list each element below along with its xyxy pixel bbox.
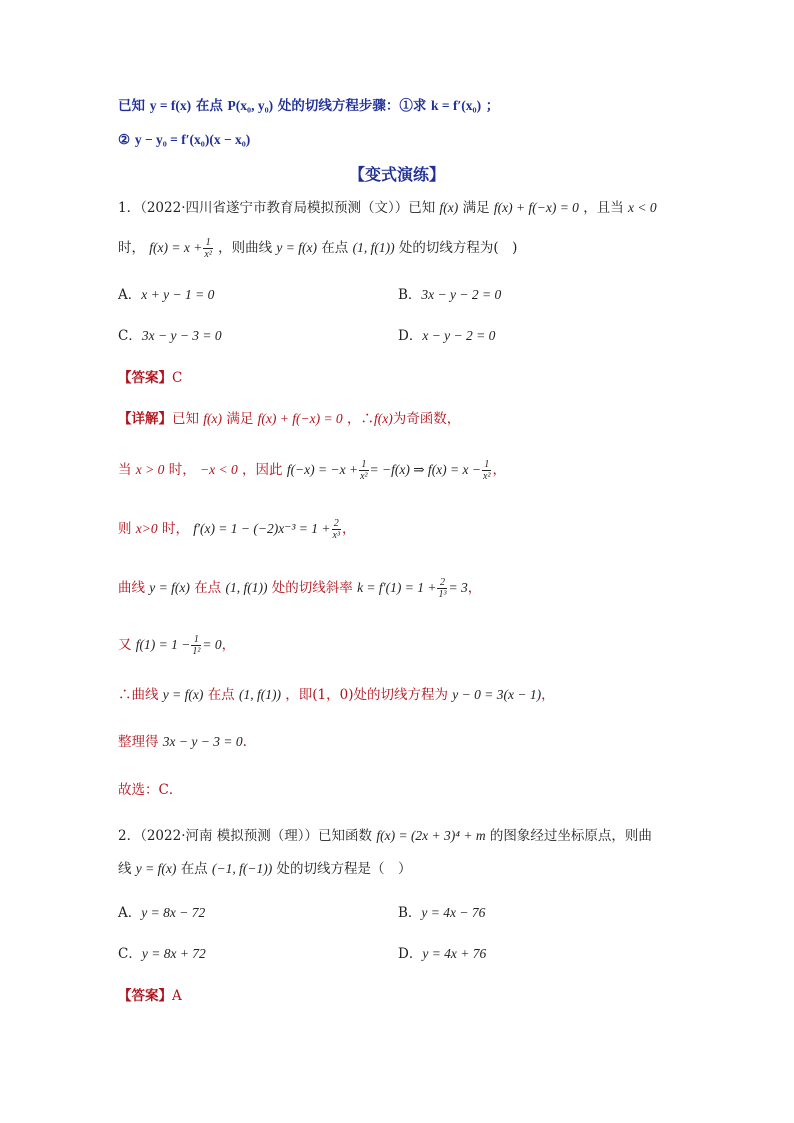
option-value: y = 8x − 72	[141, 905, 206, 920]
q2-point: (−1, f(−1))	[211, 861, 273, 876]
tip-mid2: 处的切线方程步骤：①求	[277, 98, 427, 114]
q1-detail-7	[118, 733, 247, 751]
option-label: A．	[118, 905, 142, 921]
detail-5-end: ，	[221, 637, 236, 653]
q2-option-b	[398, 904, 485, 922]
q1-option-c	[118, 327, 222, 345]
q1-line2-c: 在点	[321, 240, 349, 256]
detail-1-c: ，∴	[346, 411, 374, 427]
frac-den: x³	[332, 530, 340, 541]
q1-line2-b: ，则曲线	[218, 240, 273, 256]
option-label: C．	[118, 328, 142, 344]
detail-1-fx2: f(x)	[373, 411, 393, 426]
q2-number: 2．	[118, 828, 141, 844]
option-value: y = 8x + 72	[141, 946, 206, 961]
q2-line2-b: 在点	[180, 861, 208, 877]
option-value: 3x − y − 2 = 0	[421, 287, 502, 302]
detail-2-end: ，	[492, 462, 506, 478]
option-value: 3x − y − 3 = 0	[141, 328, 222, 343]
answer-value: C	[172, 370, 183, 386]
detail-1-d: 为奇函数，	[392, 411, 461, 427]
q2-option-c	[118, 945, 206, 963]
q1-fx: f(x)	[439, 200, 459, 215]
q1-source: （2022·四川省遂宁市教育局模拟预测（文））	[140, 200, 409, 216]
detail-5-a: 又	[118, 637, 132, 653]
option-label: B．	[398, 287, 422, 303]
q2-line-1	[118, 827, 652, 845]
answer-label: 【答案】	[118, 370, 172, 386]
detail-1-b: 满足	[226, 411, 254, 427]
tip-mid1: 在点	[195, 98, 223, 114]
detail-2-nx: −x < 0	[200, 462, 238, 477]
q1-option-a	[118, 286, 214, 304]
frac-num: 1	[482, 459, 491, 471]
q1-fx-def: f(x) = x +	[149, 240, 203, 255]
q1-text-c: ，且当	[583, 200, 624, 216]
q1-detail-3	[118, 518, 355, 541]
detail-4-curve: y = f(x)	[149, 580, 190, 595]
detail-4-frac	[437, 577, 447, 600]
frac-den: 1²	[192, 646, 201, 657]
detail-5-frac	[191, 634, 201, 657]
option-label: C．	[118, 946, 142, 962]
q1-text-a: 已知	[408, 200, 436, 216]
tip-eq-curve: y = f(x)	[149, 98, 192, 113]
q2-text-b: 的图象经过坐标原点，则曲	[489, 828, 652, 844]
detail-4-b: 在点	[194, 580, 222, 596]
option-value: x + y − 1 = 0	[141, 287, 215, 302]
detail-2-expr2: = −f(x) ⇒ f(x) = x −	[369, 462, 482, 477]
answer-value: A	[172, 988, 182, 1004]
frac-num: 1	[191, 634, 201, 646]
detail-2-frac1	[359, 459, 368, 482]
detail-6-a: ∴曲线	[118, 687, 159, 703]
tip-eq-slope: k = f′(x₀)	[431, 98, 482, 113]
frac-den: 1³	[438, 589, 447, 600]
detail-3-expr: f′(x) = 1 − (−2)x⁻³ = 1 +	[193, 521, 331, 536]
detail-2-a: 当	[118, 462, 132, 478]
detail-5-expr: f(1) = 1 −	[135, 637, 191, 652]
frac-num: 1	[359, 459, 368, 471]
detail-6-curve: y = f(x)	[162, 687, 204, 702]
tip-line-2	[118, 131, 250, 149]
detail-2-c: ，因此	[242, 462, 283, 478]
q1-number: 1．	[118, 200, 141, 216]
q1-detail-2	[118, 459, 506, 482]
detail-4-point: (1, f(1))	[225, 580, 268, 595]
frac-den: x²	[483, 471, 491, 482]
detail-4-a: 曲线	[118, 580, 145, 596]
q1-detail-8: 故选：C．	[118, 782, 183, 798]
q2-text-a: 已知函数	[318, 828, 373, 844]
detail-2-b: 时，	[168, 462, 196, 478]
detail-7-expr: 3x − y − 3 = 0	[162, 734, 243, 749]
detail-6-expr: y − 0 = 3(x − 1)	[452, 687, 542, 702]
option-value: y = 4x − 76	[421, 905, 486, 920]
q2-line-2	[118, 860, 411, 878]
tip-step2-eq: y − y₀ = f′(x₀)(x − x₀)	[134, 132, 251, 147]
q1-fraction	[203, 237, 212, 260]
detail-1-a: 已知	[172, 411, 199, 427]
q2-option-d	[398, 945, 486, 963]
q1-line2-d: 处的切线方程为( )	[398, 240, 518, 256]
detail-4-expr: k = f′(1) = 1 +	[357, 580, 437, 595]
answer-label: 【答案】	[118, 988, 172, 1004]
detail-3-a: 则	[118, 521, 132, 537]
detail-1-cond: f(x) + f(−x) = 0	[257, 411, 343, 426]
q1-frac-num: 1	[203, 237, 212, 249]
q1-detail-1	[118, 410, 460, 428]
q1-option-d	[398, 327, 495, 345]
detail-2-expr1: f(−x) = −x +	[286, 462, 359, 477]
detail-6-end: ，	[541, 687, 555, 703]
detail-6-c: ，即(1，0)处的切线方程为	[285, 687, 448, 703]
detail-5-expr2: = 0	[202, 637, 222, 652]
q1-detail-6	[118, 686, 555, 704]
detail-6-point: (1, f(1))	[238, 687, 281, 702]
tip-line-1	[118, 97, 499, 115]
detail-label: 【详解】	[118, 411, 172, 427]
detail-4-end: ，	[467, 580, 482, 596]
option-label: A．	[118, 287, 142, 303]
option-label: D．	[398, 946, 423, 962]
q1-option-b	[398, 286, 501, 304]
detail-3-end: ，	[341, 521, 356, 537]
q2-source: （2022·河南 模拟预测（理））	[140, 828, 319, 844]
detail-6-b: 在点	[207, 687, 235, 703]
detail-1-fx: f(x)	[203, 411, 223, 426]
frac-num: 2	[437, 577, 447, 589]
q1-answer	[118, 369, 182, 387]
q1-line-1	[118, 199, 657, 217]
frac-den: x²	[360, 471, 368, 482]
detail-2-frac2	[482, 459, 491, 482]
q2-line2-a: 线	[118, 861, 132, 877]
detail-3-b: 时，	[161, 521, 189, 537]
detail-3-x: x>0	[135, 521, 158, 536]
q2-fx: f(x) = (2x + 3)⁴ + m	[376, 828, 486, 843]
q2-answer	[118, 987, 182, 1005]
option-label: D．	[398, 328, 423, 344]
frac-num: 2	[332, 518, 341, 530]
q1-frac-den: x²	[204, 249, 212, 260]
detail-7-end: .	[242, 734, 247, 750]
q1-text-b: 满足	[462, 200, 490, 216]
q1-condition: f(x) + f(−x) = 0	[493, 200, 579, 215]
q1-line-2	[118, 237, 517, 260]
option-value: x − y − 2 = 0	[422, 328, 496, 343]
q2-curve: y = f(x)	[135, 861, 177, 876]
tip-end: ；	[485, 98, 500, 114]
q1-detail-4	[118, 577, 481, 600]
q1-point: (1, f(1))	[352, 240, 395, 255]
detail-4-c: 处的切线斜率	[271, 580, 353, 596]
detail-2-x: x > 0	[135, 462, 165, 477]
q1-curve: y = f(x)	[276, 240, 317, 255]
section-title: 【变式演练】	[348, 165, 445, 184]
option-label: B．	[398, 905, 422, 921]
detail-3-frac	[332, 518, 341, 541]
q2-line2-c: 处的切线方程是（ ）	[276, 861, 412, 877]
option-value: y = 4x + 76	[422, 946, 487, 961]
q1-line2-a: 时，	[118, 240, 145, 256]
detail-4-expr2: = 3	[448, 580, 468, 595]
tip-prefix: 已知	[118, 98, 145, 114]
tip-step2-mark: ②	[118, 132, 131, 148]
q1-condition2: x < 0	[628, 200, 657, 215]
tip-point: P(x₀, y₀)	[227, 98, 274, 113]
q2-option-a	[118, 904, 205, 922]
q1-detail-5	[118, 634, 235, 657]
detail-7-a: 整理得	[118, 734, 159, 750]
